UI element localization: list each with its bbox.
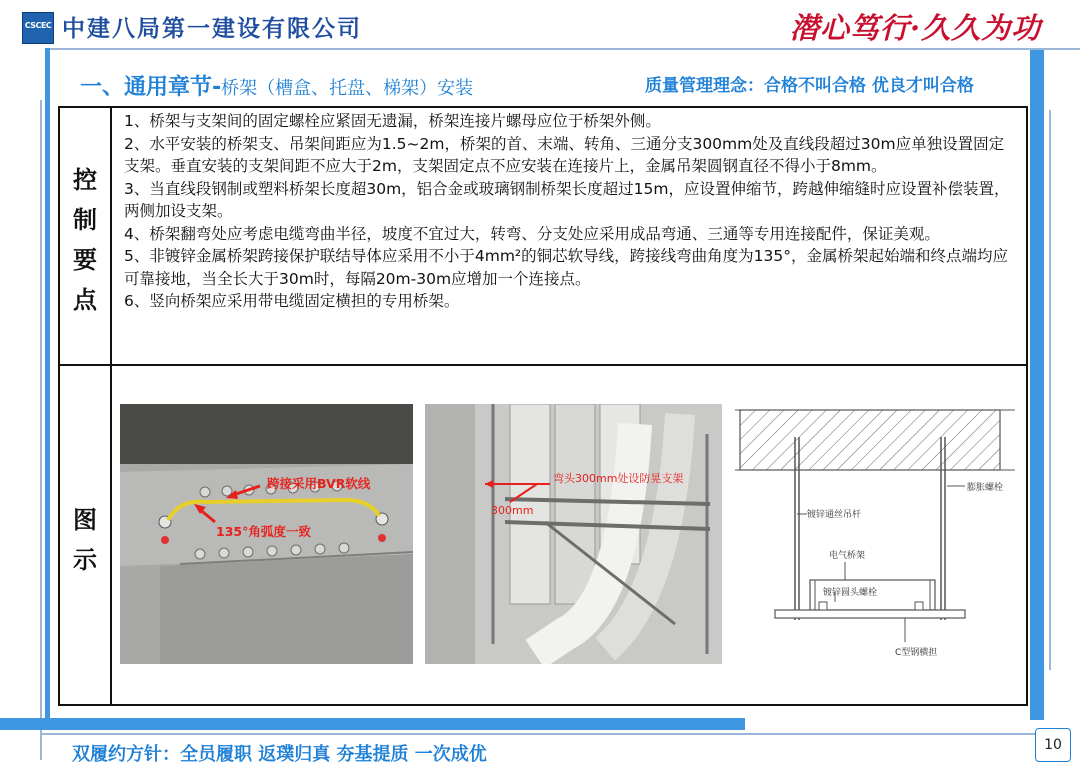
label-c-channel: C型钢横担 [895,648,938,658]
label-char: 控 [73,165,97,194]
section-title [80,70,473,101]
label-threaded-rod: 镀锌通丝吊杆 [807,510,862,520]
figure-label [60,500,110,580]
label-char: 示 [73,545,97,574]
company-name: 中建八局第一建设有限公司 [62,16,362,42]
point-2: 2、水平安装的桥架支、吊架间距应为1.5~2m，桥架的首、末端、转角、三通分支300mm处及直线段超过30m应单独设置固定支架。垂直安装的支架间距不应大于2m，支架固定点不应安装在连接片上，金属吊架圆钢直径不得小于8mm。 [124,134,1005,175]
photo-anti-sway-bracket-drawing [425,404,722,664]
annotation-anti-sway: 弯头300mm处设防晃支架 [553,472,684,485]
label-cable-tray: 电气桥架 [829,551,866,561]
annotation-bvr-wire: 跨接采用BVR软线 [267,476,371,491]
section-title-sub: 桥架（槽盒、托盘、梯架）安装 [221,78,474,99]
quality-concept: 质量管理理念：合格不叫合格 优良才叫合格 [645,76,974,96]
top-divider [48,48,1080,50]
label-char: 要 [73,245,97,274]
bottom-accent-bar [0,718,745,730]
table-column-divider [110,106,112,706]
label-char: 制 [73,205,97,234]
label-char: 点 [73,285,97,314]
photo-anti-sway-bracket [425,404,722,664]
section-title-main: 一、通用章节- [80,75,222,100]
table-row-divider [58,364,1028,366]
right-thin-rule [1049,110,1051,670]
left-accent-bar [45,48,50,728]
control-points-list [124,110,1019,313]
annotation-300mm: 300mm [491,504,534,517]
left-thin-rule [40,100,42,760]
photo-bonding-jumper [120,404,413,664]
company-logo [22,12,54,44]
bottom-thin-rule [40,733,1040,735]
logo-text: CSCEC [24,21,52,30]
footer-motto: 双履约方针：全员履职 返璞归真 夯基提质 一次成优 [72,744,487,765]
hanger-section-drawing [735,402,1025,662]
label-round-bolt: 镀锌圆头螺栓 [823,588,878,598]
page-number: 10 [1035,728,1071,762]
label-char: 图 [73,505,97,534]
annotation-135-angle: 135°角弧度一致 [216,524,311,539]
label-expansion-bolt: 膨胀螺栓 [967,483,1004,493]
right-accent-bar [1030,50,1044,720]
point-1: 1、桥架与支架间的固定螺栓应紧固无遗漏，桥架连接片螺母应位于桥架外侧。 [124,112,661,130]
control-points-label [60,160,110,320]
point-3: 3、当直线段钢制或塑料桥架长度超30m，铝合金或玻璃钢制桥架长度超过15m，应设置伸缩节，跨越伸缩缝时应设置补偿装置，两侧加设支架。 [124,179,1010,220]
point-5: 5、非镀锌金属桥架跨接保护联结导体应采用不小于4mm²的铜芯软导线，跨接线弯曲角度为135°，金属桥架起始端和终点端均应可靠接地，当全长大于30m时，每隔20m-30m应增加一个连接点。 [124,247,1008,288]
slogan: 潜心笃行·久久为功 [790,11,1042,45]
hanger-section-diagram [735,402,1025,662]
point-6: 6、竖向桥架应采用带电缆固定横担的专用桥架。 [124,292,460,310]
point-4: 4、桥架翻弯处应考虑电缆弯曲半径，坡度不宜过大，转弯、分支处应采用成品弯通、三通等专用连接配件，保证美观。 [124,224,940,243]
